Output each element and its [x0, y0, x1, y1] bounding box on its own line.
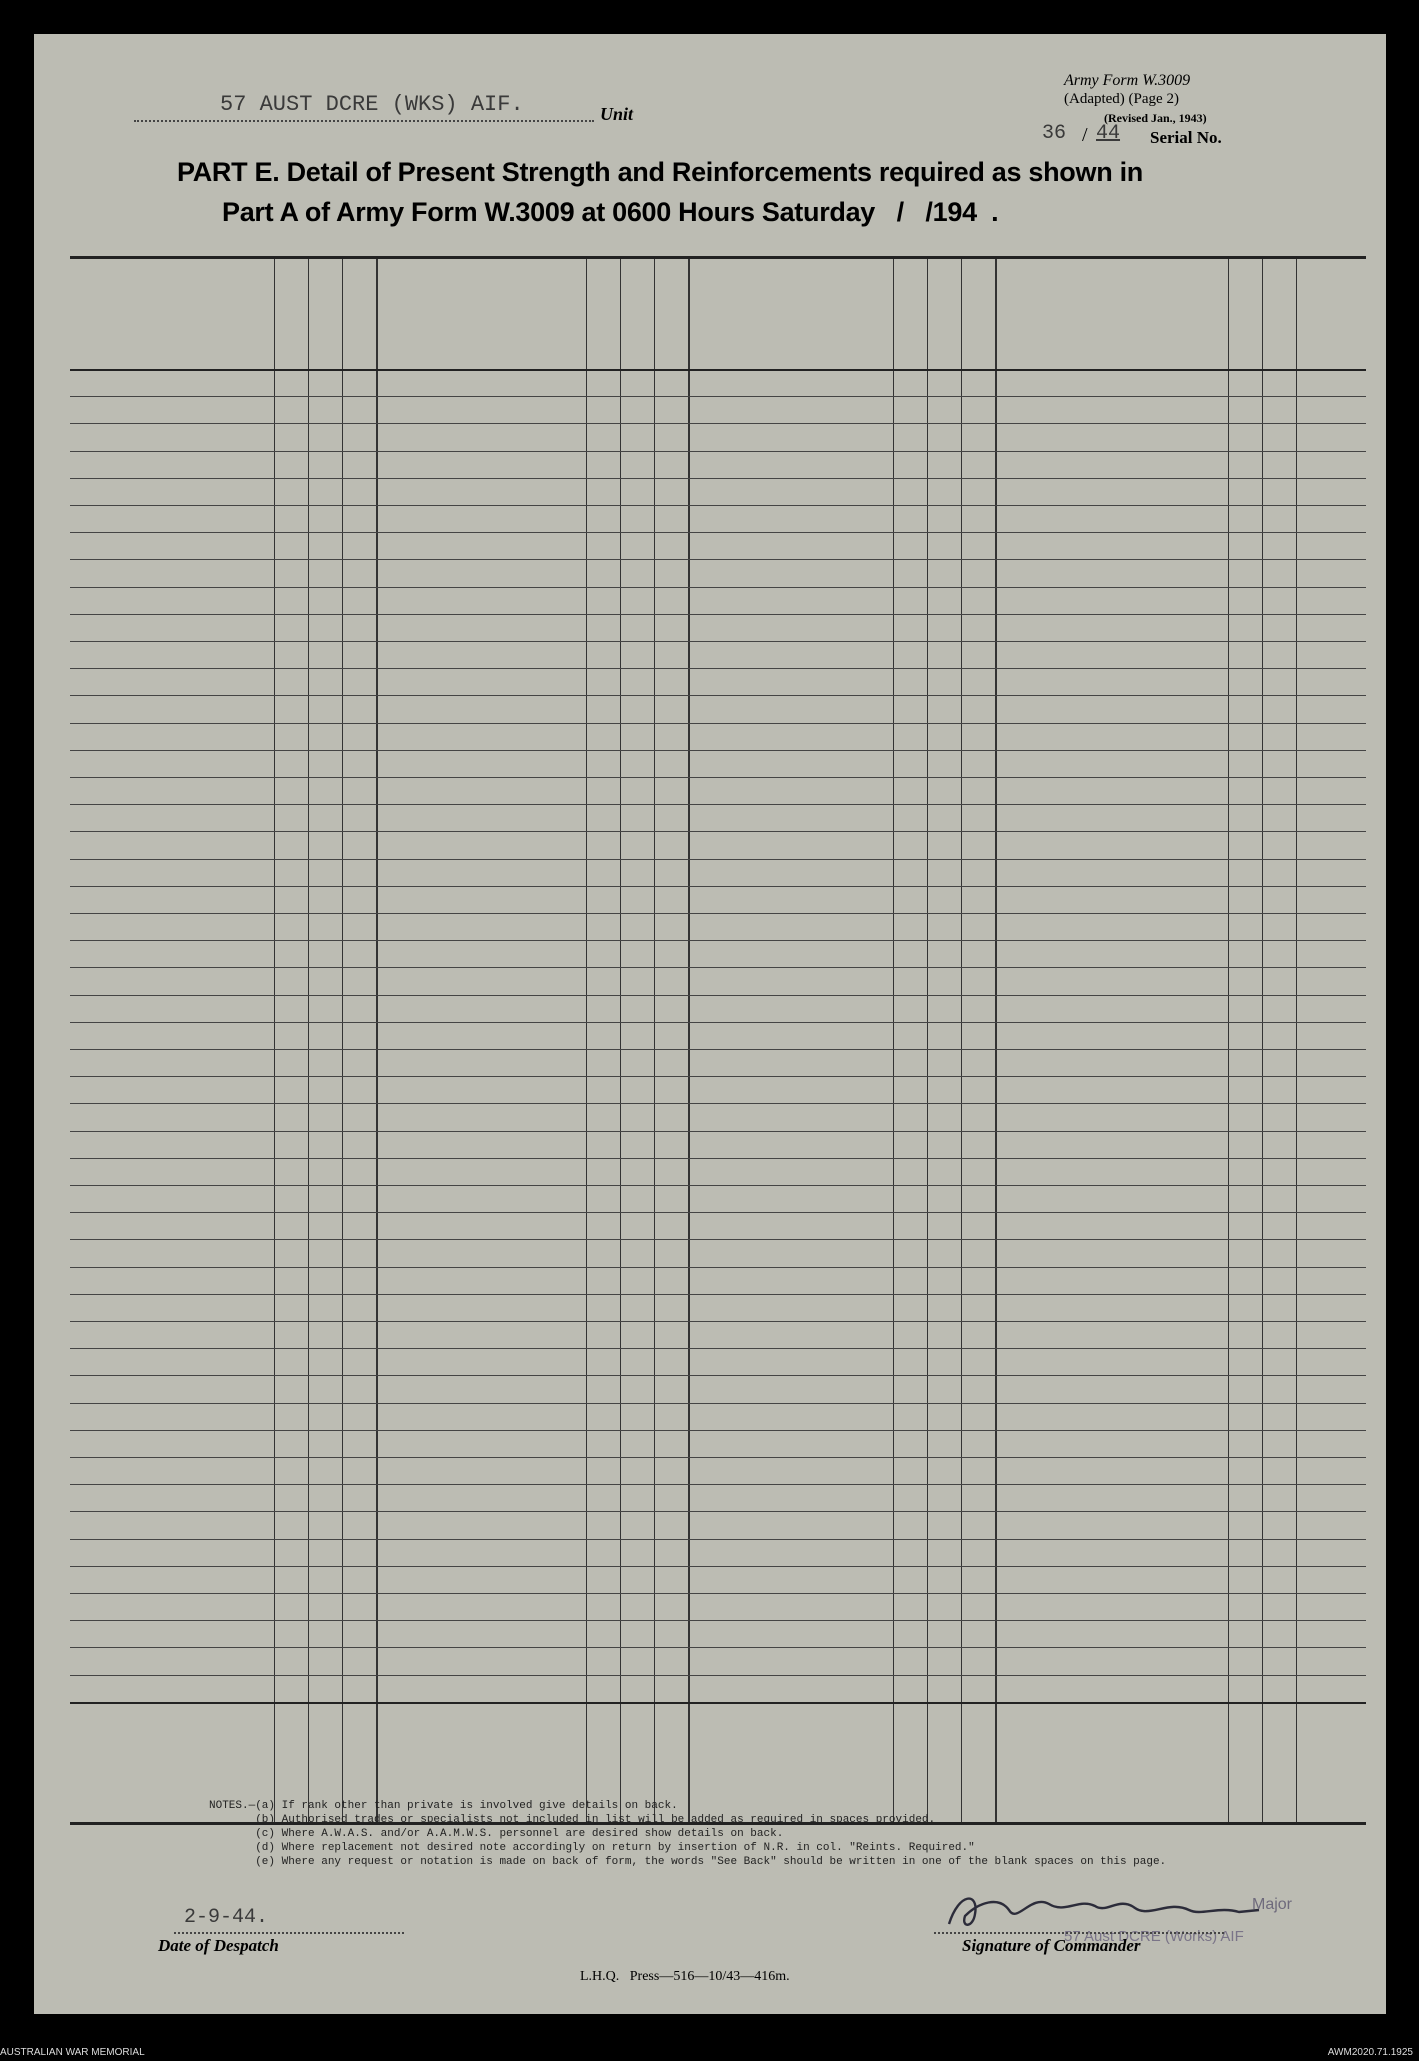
commander-rank: Major: [1252, 1896, 1293, 1913]
row-rule: [70, 695, 1366, 696]
signature-label: Signature of Commander: [962, 1936, 1141, 1955]
table-column-rule: [308, 259, 309, 1822]
notes: NOTES.—(a) If rank other than private is involved give details on back. (b) Authorised trades or specialists not included in list will be added as required in spaces provided. (c) Where A.W.A.S. and/or A.A.M.W.S. personnel are desired show details on back. (d) Where replacement not desired note accordingly on return by insertion of N.R. in col. "Reints. Required." (e) Where any request or notation is made on back of form, the words "See Back" should be written in one of the blank spaces on this page.: [209, 1800, 1167, 1868]
row-rule: [70, 1675, 1366, 1676]
row-rule: [70, 859, 1366, 860]
row-rule: [70, 1049, 1366, 1050]
row-rule: [70, 1620, 1366, 1621]
form-adapted: (Adapted) (Page 2): [1064, 91, 1179, 107]
table-column-rule: [961, 259, 962, 1822]
row-rule: [70, 423, 1366, 424]
form-page: [34, 34, 1386, 2014]
unit-dotted-line: [134, 120, 594, 122]
table-column-rule: [995, 259, 997, 1822]
row-rule: [70, 886, 1366, 887]
row-rule: [70, 1457, 1366, 1458]
row-rule: [70, 1539, 1366, 1540]
serial-label: Serial No.: [1150, 128, 1222, 147]
carry-rule: [70, 1702, 1366, 1704]
row-rule: [70, 967, 1366, 968]
bottom-bar-left: AUSTRALIAN WAR MEMORIAL: [0, 2047, 145, 2058]
row-rule: [70, 1593, 1366, 1594]
row-rule: [70, 1566, 1366, 1567]
row-rule: [70, 777, 1366, 778]
row-rule: [70, 1511, 1366, 1512]
strength-table: [70, 256, 1366, 1825]
table-column-rule: [376, 259, 378, 1822]
row-rule: [70, 1103, 1366, 1104]
bottom-bar-right: AWM2020.71.1925: [1327, 2047, 1413, 2058]
row-rule: [70, 1375, 1366, 1376]
table-column-rule: [274, 259, 275, 1822]
row-rule: [70, 1022, 1366, 1023]
row-rule: [70, 1131, 1366, 1132]
table-column-rule: [342, 259, 343, 1822]
row-rule: [70, 804, 1366, 805]
table-column-rule: [654, 259, 655, 1822]
row-rule: [70, 1294, 1366, 1295]
row-rule: [70, 478, 1366, 479]
form-revised: (Revised Jan., 1943): [1104, 111, 1207, 125]
table-column-rule: [1262, 259, 1263, 1822]
table-column-rule: [1228, 259, 1229, 1822]
print-line: L.H.Q. Press—516—10/43—416m.: [580, 1969, 790, 1984]
row-rule: [70, 587, 1366, 588]
row-rule: [70, 451, 1366, 452]
commander-stamp: 57 Aust DCRE (Works) AIF: [1064, 1928, 1244, 1945]
row-rule: [70, 723, 1366, 724]
row-rule: [70, 750, 1366, 751]
row-rule: [70, 1212, 1366, 1213]
row-rule: [70, 396, 1366, 397]
row-rule: [70, 559, 1366, 560]
despatch-date: 2-9-44.: [184, 1906, 269, 1929]
serial-year: 44: [1096, 122, 1121, 145]
signature-dotted-line: [934, 1932, 1224, 1934]
row-rule: [70, 668, 1366, 669]
despatch-label: Date of Despatch: [158, 1936, 279, 1955]
row-rule: [70, 1267, 1366, 1268]
table-column-rule: [893, 259, 894, 1822]
row-rule: [70, 1348, 1366, 1349]
row-rule: [70, 614, 1366, 615]
row-rule: [70, 940, 1366, 941]
despatch-dotted-line: [174, 1932, 404, 1934]
form-number: Army Form W.3009: [1064, 72, 1191, 89]
unit-label: Unit: [600, 104, 634, 124]
unit-value: 57 AUST DCRE (WKS) AIF.: [220, 92, 524, 117]
row-rule: [70, 1239, 1366, 1240]
row-rule: [70, 505, 1366, 506]
row-rule: [70, 1158, 1366, 1159]
row-rule: [70, 831, 1366, 832]
row-rule: [70, 641, 1366, 642]
row-rule: [70, 1403, 1366, 1404]
table-column-rule: [620, 259, 621, 1822]
row-rule: [70, 1430, 1366, 1431]
table-column-rule: [586, 259, 587, 1822]
row-rule: [70, 532, 1366, 533]
row-rule: [70, 1076, 1366, 1077]
row-rule: [70, 1185, 1366, 1186]
table-column-rule: [688, 259, 690, 1822]
row-rule: [70, 1647, 1366, 1648]
title-line-1: PART E. Detail of Present Strength and Reinforcements required as shown in: [177, 157, 1143, 187]
row-rule: [70, 1484, 1366, 1485]
row-rule: [70, 1321, 1366, 1322]
table-column-rule: [1296, 259, 1297, 1822]
table-column-rule: [927, 259, 928, 1822]
serial-slash: /: [1082, 124, 1088, 146]
header-rule: [70, 369, 1366, 371]
row-rule: [70, 913, 1366, 914]
title-line-2: Part A of Army Form W.3009 at 0600 Hours Saturday / /194 .: [222, 197, 999, 227]
serial-number: 36: [1042, 122, 1067, 145]
row-rule: [70, 995, 1366, 996]
